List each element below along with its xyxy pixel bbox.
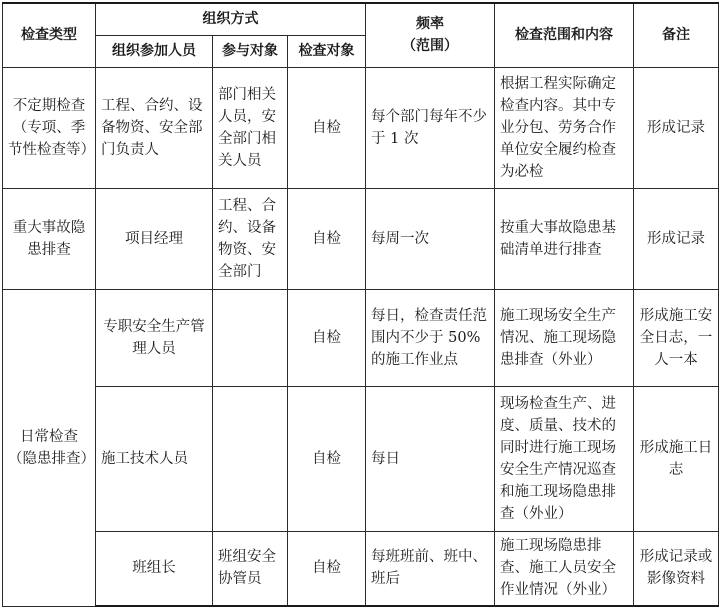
cell-participants: 项目经理: [96, 188, 213, 289]
header-row-1: [3, 3, 719, 35]
header-org-method: 组织方式: [96, 3, 366, 35]
cell-frequency: 每周一次: [366, 188, 495, 289]
cell-audience: [213, 289, 288, 386]
cell-remarks: 形成记录: [634, 67, 719, 188]
cell-target: 自检: [288, 386, 366, 531]
cell-participants: 施工技术人员: [96, 386, 213, 531]
cell-frequency: 每日: [366, 386, 495, 531]
table-row: [3, 67, 719, 188]
cell-target: 自检: [288, 67, 366, 188]
cell-scope: 根据工程实际确定检查内容。其中专业分包、劳务合作单位安全履约检查为必检: [495, 67, 634, 188]
cell-audience: 部门相关人员，安全部门相关人员: [213, 67, 288, 188]
cell-scope: 施工现场隐患排查、施工人员安全作业情况（外业）: [495, 531, 634, 606]
cell-frequency: 每班班前、班中、班后: [366, 531, 495, 606]
header-audience: 参与对象: [213, 35, 288, 67]
cell-remarks: 形成施工日志: [634, 386, 719, 531]
header-target: 检查对象: [288, 35, 366, 67]
cell-frequency: 每个部门每年不少于 1 次: [366, 67, 495, 188]
cell-frequency: 每日，检查责任范围内不少于 50% 的施工作业点: [366, 289, 495, 386]
cell-type: 不定期检查（专项、季节性检查等）: [3, 67, 96, 188]
header-type: 检查类型: [3, 3, 96, 67]
cell-remarks: 形成记录或影像资料: [634, 531, 719, 606]
cell-type: 重大事故隐患排查: [3, 188, 96, 289]
cell-scope: 施工现场安全生产情况、施工现场隐患排查（外业）: [495, 289, 634, 386]
header-scope: 检查范围和内容: [495, 3, 634, 67]
cell-participants: 工程、合约、设备物资、安全部门负责人: [96, 67, 213, 188]
cell-scope: 按重大事故隐患基础清单进行排查: [495, 188, 634, 289]
cell-target: 自检: [288, 188, 366, 289]
header-participants: 组织参加人员: [96, 35, 213, 67]
cell-audience: 班组安全协管员: [213, 531, 288, 606]
cell-audience: [213, 386, 288, 531]
cell-remarks: 形成记录: [634, 188, 719, 289]
header-remarks: 备注: [634, 3, 719, 67]
table-row: [3, 531, 719, 606]
cell-scope: 现场检查生产、进度、质量、技术的同时进行施工现场安全生产情况巡查和施工现场隐患排查（外业）: [495, 386, 634, 531]
cell-participants: 专职安全生产管理人员: [96, 289, 213, 386]
table-row: [3, 188, 719, 289]
table-row: [3, 386, 719, 531]
cell-remarks: 形成施工安全日志，一人一本: [634, 289, 719, 386]
header-frequency: 频率 （范围）: [366, 3, 495, 67]
inspection-table: [2, 2, 719, 607]
cell-audience: 工程、合约、设备物资、安全部门: [213, 188, 288, 289]
cell-target: 自检: [288, 531, 366, 606]
cell-participants: 班组长: [96, 531, 213, 606]
cell-target: 自检: [288, 289, 366, 386]
table-row: [3, 289, 719, 386]
cell-type: 日常检查（隐患排查）: [3, 289, 96, 606]
